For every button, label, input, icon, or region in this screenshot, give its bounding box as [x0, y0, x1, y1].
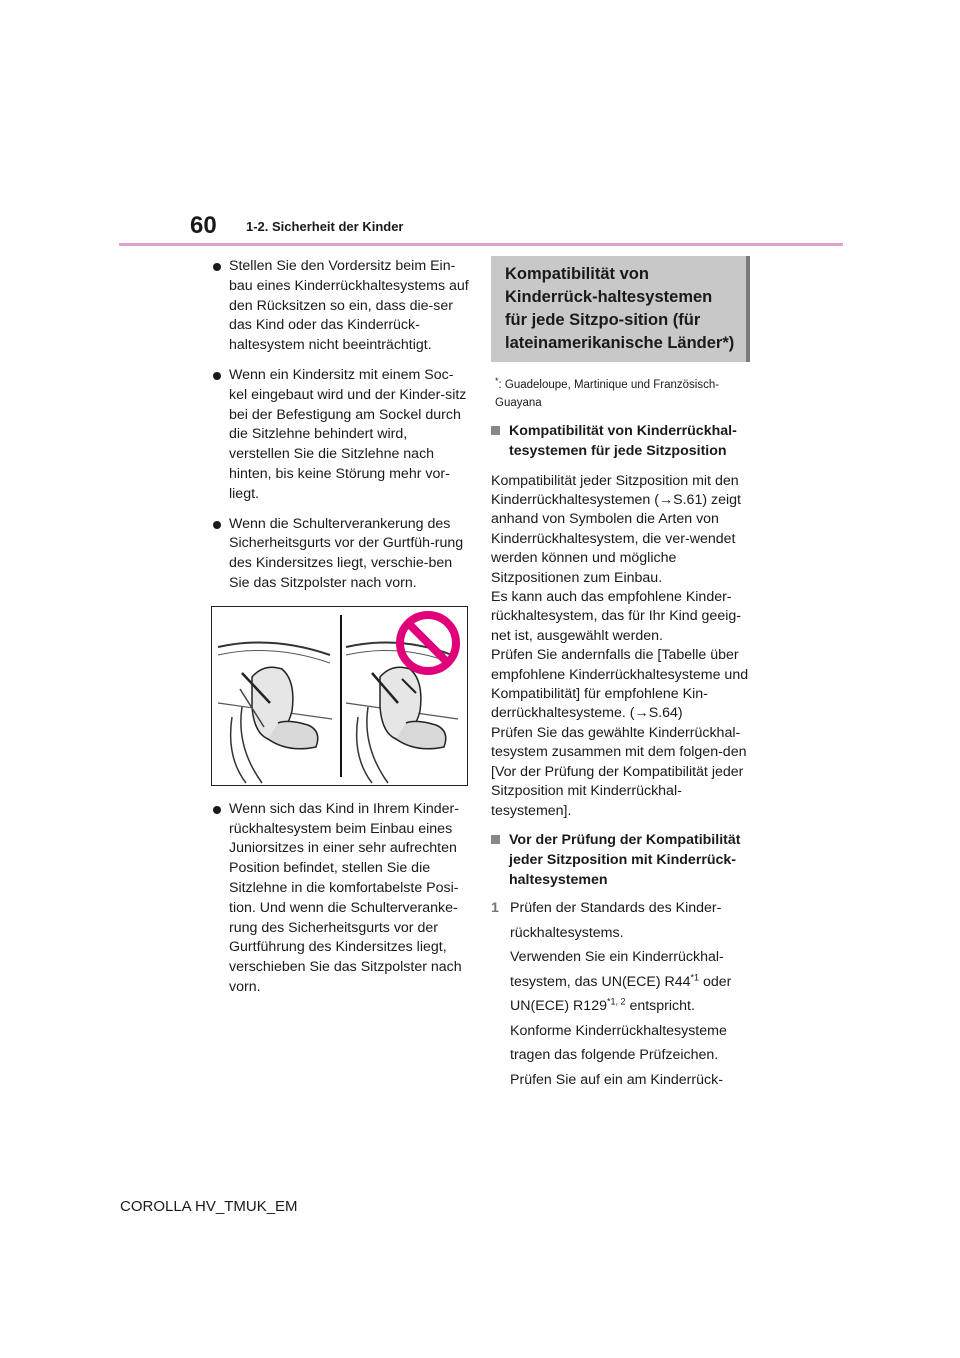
step-text: Konforme Kinderrückhaltesysteme tragen das folgende Prüfzeichen. — [510, 1022, 727, 1064]
step-number: 1 — [491, 900, 499, 917]
paragraph: Es kann auch das empfohlene Kinder-rückhaltesystem, das für Ihr Kind geeig-net ist, ausgewählt werden. — [491, 589, 741, 644]
section-title: 1-2. Sicherheit der Kinder — [246, 219, 404, 234]
footer-model: COROLLA HV_TMUK_EM — [120, 1198, 298, 1215]
section-heading: Kompatibilität von Kinderrück-haltesystemen für jede Sitzpo-sition (für lateinamerikanische Länder*) — [491, 256, 750, 362]
sub-heading — [491, 422, 753, 462]
step-text-part: oder UN(ECE) R129 — [510, 973, 732, 1015]
step-title: Prüfen der Standards des Kinder-rückhaltesystems. — [510, 900, 722, 941]
footnote-text: : Guadeloupe, Martinique und Französisch-Guayana — [495, 379, 720, 409]
square-bullet-icon — [491, 835, 500, 844]
bullet-dot-icon — [213, 263, 221, 271]
bullet-item — [211, 800, 471, 998]
step-text-part: Verwenden Sie ein Kinderrückhal-tesystem, das UN(ECE) R44 — [510, 949, 724, 990]
bullet-dot-icon — [213, 521, 221, 529]
bullet-text: Wenn die Schulterverankerung des Sicherheitsgurts vor der Gurtfüh-rung des Kindersitzes liegt, verschie-ben Sie das Sitzpolster nach vorn. — [229, 515, 464, 591]
step-text-part: entspricht. — [625, 998, 695, 1015]
paragraph: Prüfen Sie andernfalls die [Tabelle über empfohlene Kinderrückhaltesysteme und Kompatibilität] für empfohlene Kin-derrückhaltesysteme. (→S.64) — [491, 647, 749, 722]
sub-heading-text: Kompatibilität von Kinderrückhal-tesystemen für jede Sitzposition — [509, 423, 737, 459]
child-seat-drawing — [212, 607, 466, 784]
step-text: Prüfen Sie auf ein am Kinderrück- — [510, 1071, 723, 1088]
bullet-item — [211, 366, 471, 505]
bullet-dot-icon — [213, 806, 221, 814]
bullet-item — [211, 257, 471, 356]
superscript: *1 — [690, 972, 700, 983]
step-text — [510, 945, 753, 1019]
left-column — [211, 257, 471, 1008]
child-seat-illustration — [211, 606, 468, 786]
bullet-item — [211, 515, 471, 594]
paragraph: Kompatibilität jeder Sitzposition mit den Kinderrückhaltesystemen (→S.61) zeigt anhand von Symbolen die Arten von Kinderrückhaltesystem, die ver-wendet werden können und mögliche Sitzpositionen zum Einbau. — [491, 472, 741, 586]
header-rule — [119, 243, 843, 246]
bullet-text: Wenn sich das Kind in Ihrem Kinder-rückhaltesystem beim Einbau eines Juniorsitzes in einer sehr aufrechten Position befindet, stellen Sie die Sitzlehne in die komfortabelste Posi-tion. Und wenn die Schulterveranke-rung des Sicherheitsgurts vor der Gurtführung des Kindersitzes liegt, verschieben Sie das Sitzpolster nach vorn. — [229, 800, 462, 995]
bullet-text: Stellen Sie den Vordersitz beim Ein-bau eines Kinderrückhaltesystems auf den Rücksitzen so ein, dass die-ser das Kind oder das Kinderrück-haltesystem nicht beeinträchtigt. — [229, 258, 469, 354]
footnote — [491, 372, 753, 412]
sub-heading — [491, 831, 753, 890]
right-column — [491, 256, 753, 1092]
paragraph: Prüfen Sie das gewählte Kinderrückhal-tesystem zusammen mit dem folgen-den [Vor der Prüfung der Kompatibilität jeder Sitzposition mit Kinderrückhal-tesystemen]. — [491, 724, 747, 819]
footnote-mark: * — [495, 376, 499, 386]
page-number: 60 — [190, 212, 217, 239]
square-bullet-icon — [491, 426, 500, 435]
step-item — [491, 896, 753, 1092]
bullet-dot-icon — [213, 372, 221, 380]
sub-heading-text: Vor der Prüfung der Kompatibilität jeder Sitzposition mit Kinderrück-haltesystemen — [509, 831, 741, 888]
superscript: *1, 2 — [606, 996, 626, 1007]
bullet-text: Wenn ein Kindersitz mit einem Soc-kel eingebaut wird und der Kinder-sitz bei der Befestigung am Sockel durch die Sitzlehne behindert wird, verstellen Sie die Sitzlehne nach hinten, bis keine Störung mehr vor-liegt. — [229, 366, 467, 502]
